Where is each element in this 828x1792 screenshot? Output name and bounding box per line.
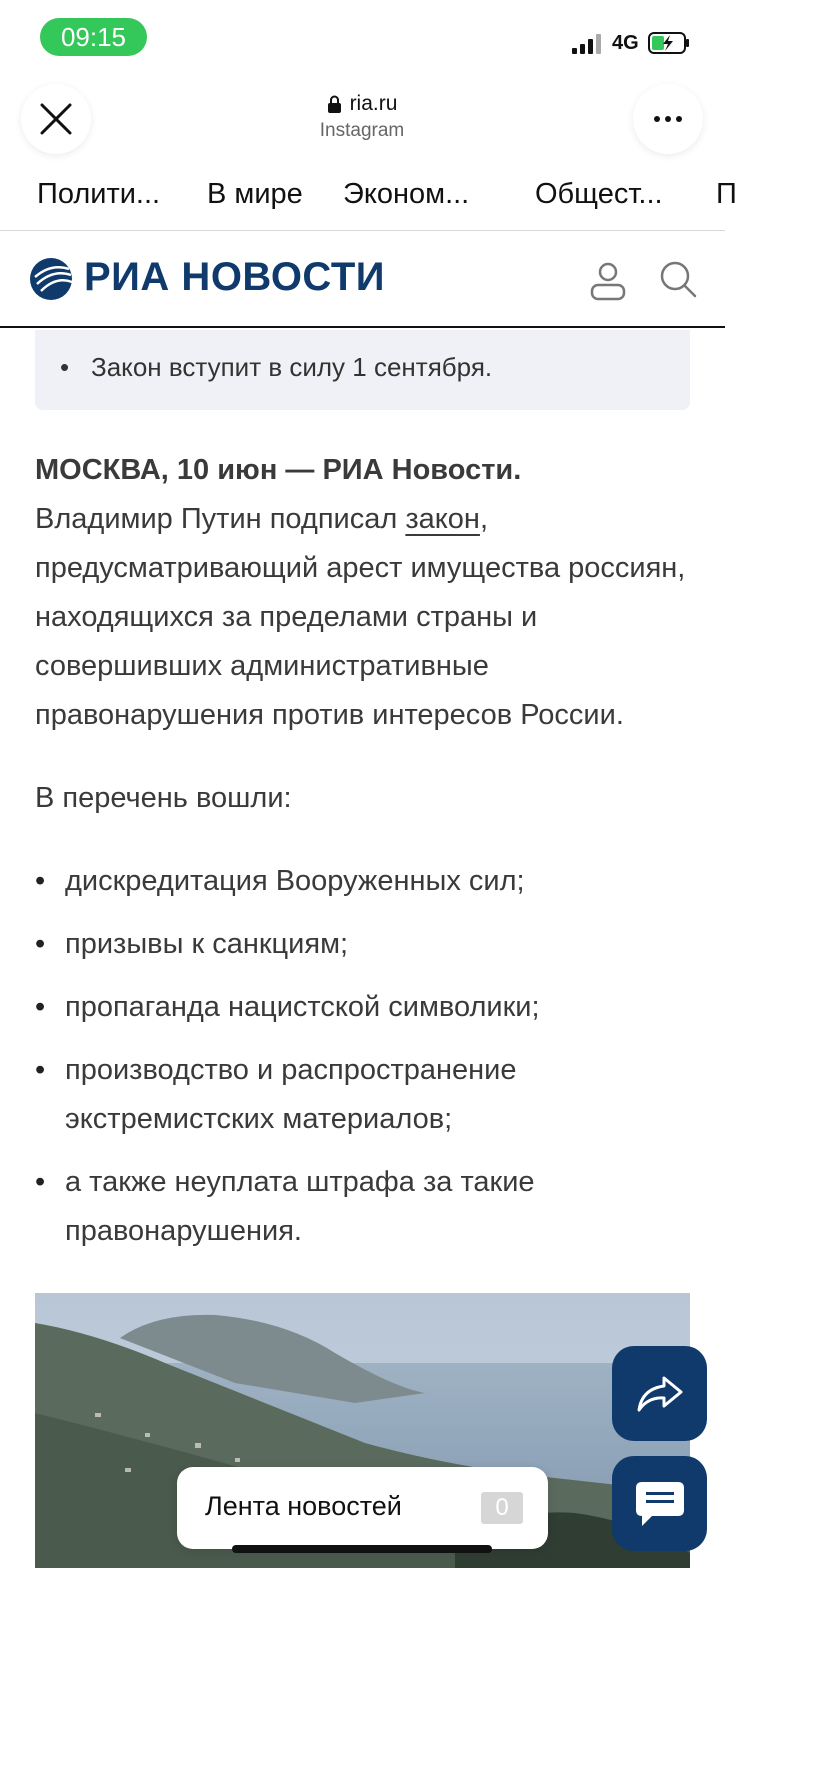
category-nav <box>0 170 737 231</box>
chat-icon <box>634 1480 686 1528</box>
search-icon[interactable] <box>658 259 698 299</box>
lock-icon <box>327 95 342 114</box>
list-item: • пропаганда нацистской символики; <box>35 983 695 1032</box>
signal-icon <box>572 34 602 54</box>
news-feed-count-badge: 0 <box>481 1492 523 1524</box>
network-type: 4G <box>612 32 639 54</box>
battery-icon <box>648 32 690 54</box>
list-item: • призывы к санкциям; <box>35 920 695 969</box>
list-intro: В перечень вошли: <box>35 782 292 814</box>
ria-logo-icon[interactable] <box>29 257 73 301</box>
article-summary <box>35 330 690 410</box>
home-indicator <box>232 1545 492 1553</box>
list-item: • а также неуплата штрафа за такие правонарушения. <box>35 1158 695 1256</box>
lead-text-start: Владимир Путин подписал <box>35 503 406 535</box>
news-feed-button[interactable] <box>177 1467 548 1549</box>
category-next[interactable]: П <box>716 178 737 210</box>
lead-paragraph <box>35 446 695 740</box>
dateline: МОСКВА, 10 июн — РИА Новости. <box>35 454 522 486</box>
url-text: ria.ru <box>349 92 398 115</box>
site-logo[interactable]: РИА НОВОСТИ <box>84 255 386 299</box>
category-world[interactable]: В мире <box>207 178 303 210</box>
news-feed-label: Лента новостей <box>205 1491 402 1521</box>
list-item: • производство и распространение экстремистских материалов; <box>35 1046 695 1144</box>
close-button[interactable] <box>21 84 91 154</box>
offense-list <box>35 857 695 1256</box>
lead-text-end: , предусматривающий арест имущества россиян, находящихся за пределами страны и совершивших административные правонарушения против интересов России. <box>35 503 686 731</box>
site-header <box>0 231 725 328</box>
category-economy[interactable]: Эконом... <box>343 178 470 210</box>
share-button[interactable] <box>612 1346 707 1441</box>
more-button[interactable] <box>633 84 703 154</box>
close-icon <box>39 102 73 136</box>
status-bar <box>0 0 725 78</box>
article-body <box>35 446 695 1270</box>
category-politics[interactable]: Полити... <box>37 178 161 210</box>
category-society[interactable]: Общест... <box>535 178 663 210</box>
url-bar[interactable] <box>262 92 462 142</box>
law-link[interactable]: закон <box>405 503 480 535</box>
status-time: 09:15 <box>40 18 147 56</box>
summary-item: • Закон вступит в силу 1 сентября. <box>35 330 690 404</box>
share-icon <box>636 1375 684 1413</box>
user-icon[interactable] <box>589 261 627 301</box>
list-item: • дискредитация Вооруженных сил; <box>35 857 695 906</box>
source-app: Instagram <box>319 120 405 141</box>
chat-button[interactable] <box>612 1456 707 1551</box>
more-icon <box>653 115 683 123</box>
